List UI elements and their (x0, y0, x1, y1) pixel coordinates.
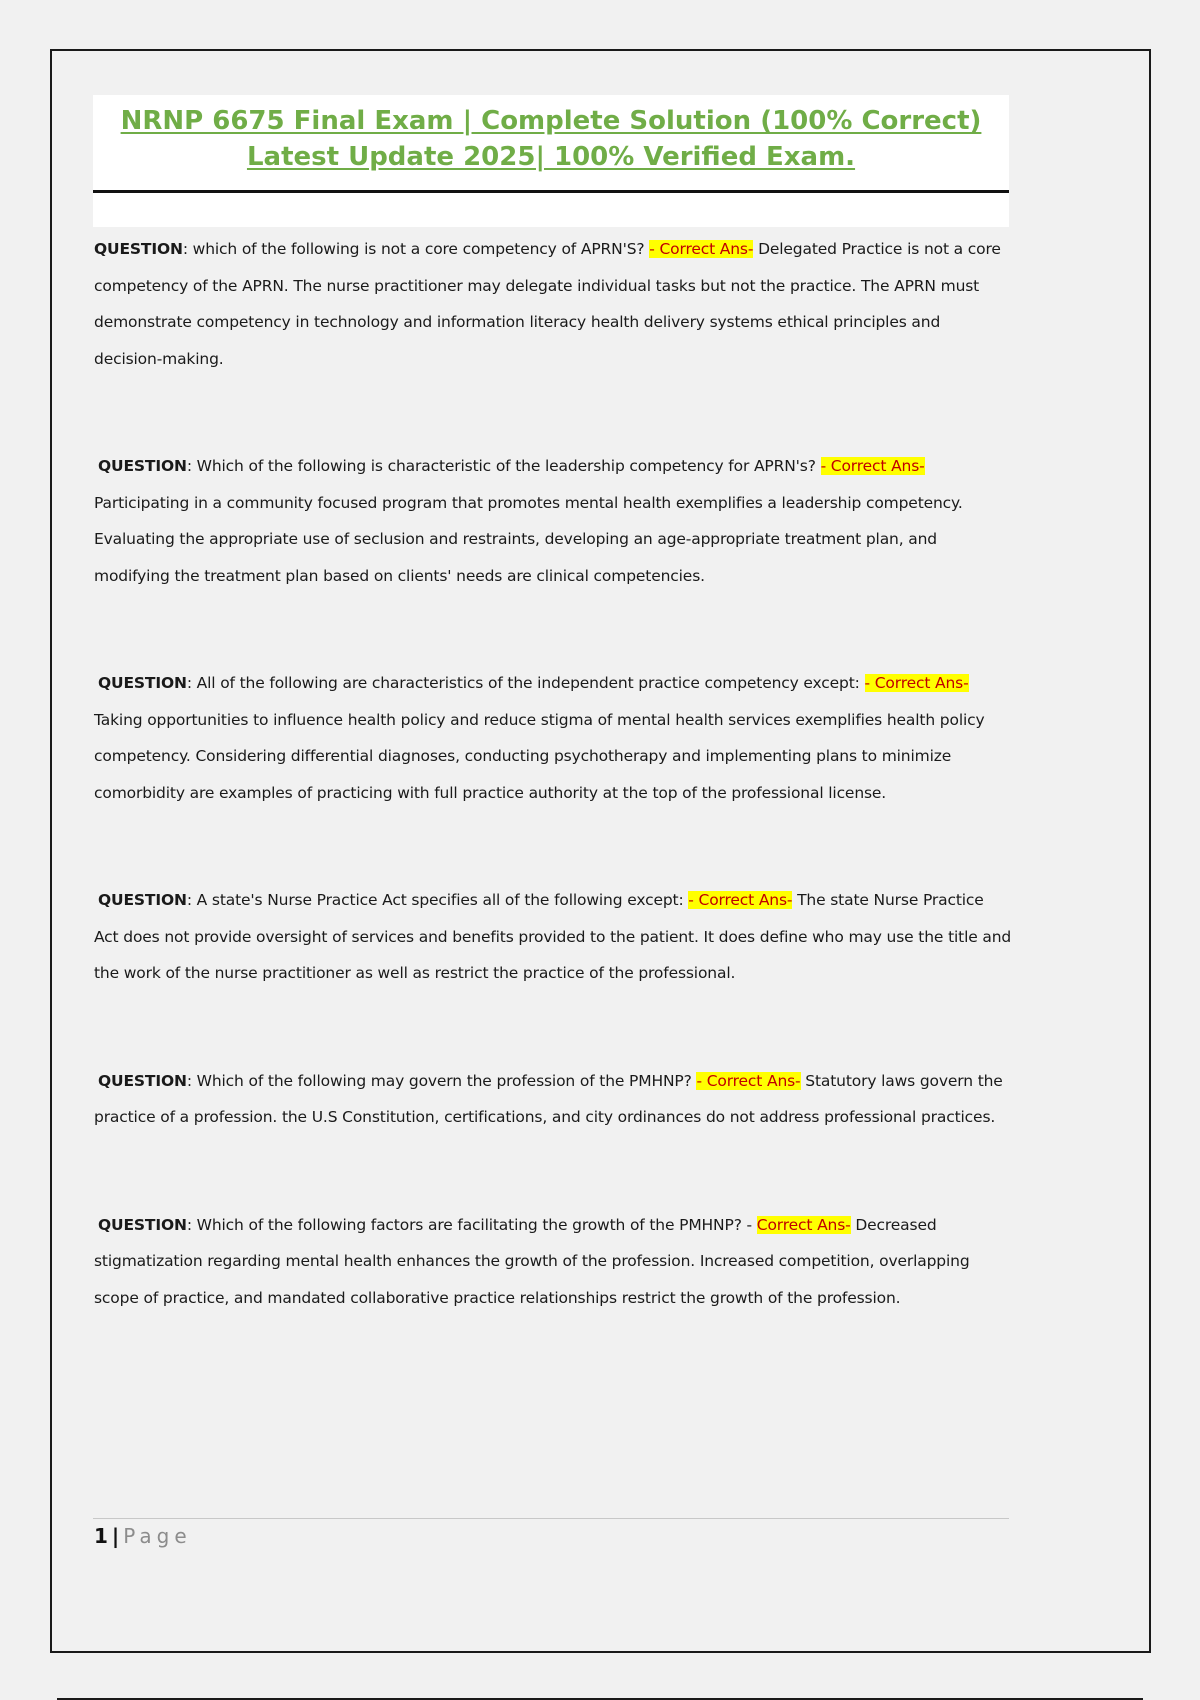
question-prompt: : Which of the following is characteristic of the leadership competency for APRN's? (186, 457, 821, 475)
question-list (94, 231, 1012, 1387)
question-item (94, 882, 1012, 992)
title-block (93, 95, 1009, 191)
page-footer (94, 1522, 192, 1550)
answer-text: Decreased stigmatization regarding mental health enhances the growth of the profession. Increased competition, overlapping scope of practice, and mandated collaborative practice relationships restrict the growth of the profession. (94, 1215, 970, 1307)
page-separator: | (111, 1524, 120, 1548)
question-label: QUESTION (98, 674, 187, 692)
answer-text: Taking opportunities to influence health policy and reduce stigma of mental health services exemplifies health policy competency. Considering differential diagnoses, conducting psychotherapy and implementing plans to minimize comorbidity are examples of practicing with full practice authority at the top of the professional license. (94, 710, 985, 802)
question-item (94, 231, 1012, 377)
correct-answer-marker: Correct Ans- (756, 1215, 851, 1234)
correct-answer-marker: - Correct Ans- (688, 891, 793, 909)
question-label: QUESTION (94, 240, 183, 258)
answer-text: Statutory laws govern the practice of a profession. the U.S Constitution, certifications, and city ordinances do not address professional practices. (94, 1071, 1003, 1126)
question-label: QUESTION (98, 1215, 187, 1234)
answer-text: Participating in a community focused program that promotes mental health exemplifies a leadership competency. Evaluating the appropriate use of seclusion and restraints, developing an age-appropriate treatment plan, and modifying the treatment plan based on clients' needs are clinical competencies. (94, 493, 963, 585)
correct-answer-marker: - Correct Ans- (820, 457, 925, 475)
correct-answer-marker: - Correct Ans- (649, 240, 754, 258)
answer-text: Delegated Practice is not a core competency of the APRN. The nurse practitioner may delegate individual tasks but not the practice. The APRN must demonstrate competency in technology and information literacy health delivery systems ethical principles and decision-making. (94, 240, 1001, 368)
page-label: Page (123, 1524, 192, 1548)
question-item (94, 448, 1012, 594)
document-title: NRNP 6675 Final Exam | Complete Solution (100% Correct) Latest Update 2025| 100% Verified Exam. (120, 106, 982, 172)
footer-divider (93, 1518, 1009, 1519)
question-prompt: : All of the following are characteristics of the independent practice competency except: (186, 674, 865, 692)
correct-answer-marker: - Correct Ans- (696, 1071, 801, 1090)
question-prompt: : which of the following is not a core competency of APRN'S? (182, 240, 650, 258)
question-item (94, 1063, 1012, 1136)
title-under-band (93, 193, 1009, 227)
question-item (94, 665, 1012, 811)
question-prompt: : Which of the following may govern the profession of the PMHNP? (186, 1071, 697, 1090)
answer-text: The state Nurse Practice Act does not provide oversight of services and benefits provided to the patient. It does define who may use the title and the work of the nurse practitioner as well as restrict the practice of the professional. (94, 891, 1012, 982)
question-item (94, 1207, 1012, 1317)
question-label: QUESTION (98, 1071, 187, 1090)
question-label: QUESTION (98, 891, 187, 909)
question-prompt: : Which of the following factors are facilitating the growth of the PMHNP? - (186, 1215, 757, 1234)
correct-answer-marker: - Correct Ans- (864, 674, 969, 692)
question-prompt: : A state's Nurse Practice Act specifies all of the following except: (186, 891, 689, 909)
question-label: QUESTION (98, 457, 187, 475)
page-number: 1 (94, 1524, 108, 1548)
